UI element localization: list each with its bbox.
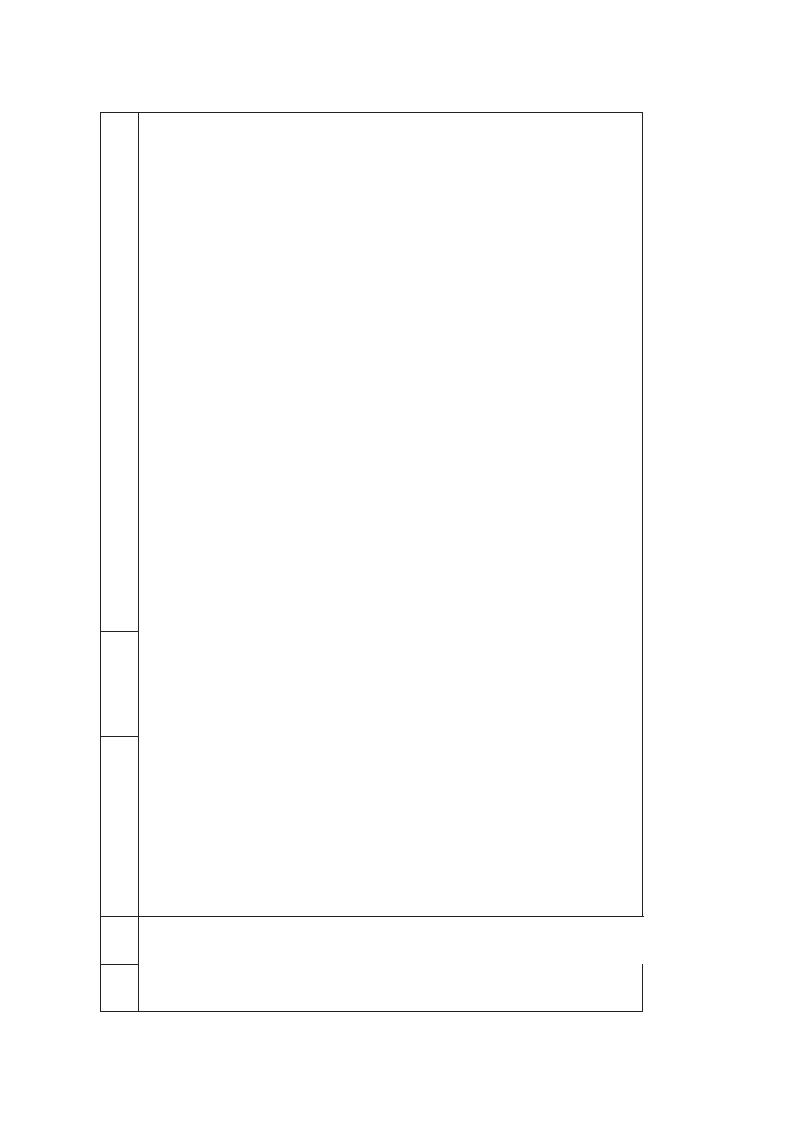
header-name [101,736,138,916]
header-category [101,916,138,964]
header-basis [101,113,138,631]
header-no [101,964,138,1011]
header-kind [101,631,138,736]
category-cell [139,916,644,964]
penalty-table [100,112,643,1012]
table-header-row [101,113,139,1011]
